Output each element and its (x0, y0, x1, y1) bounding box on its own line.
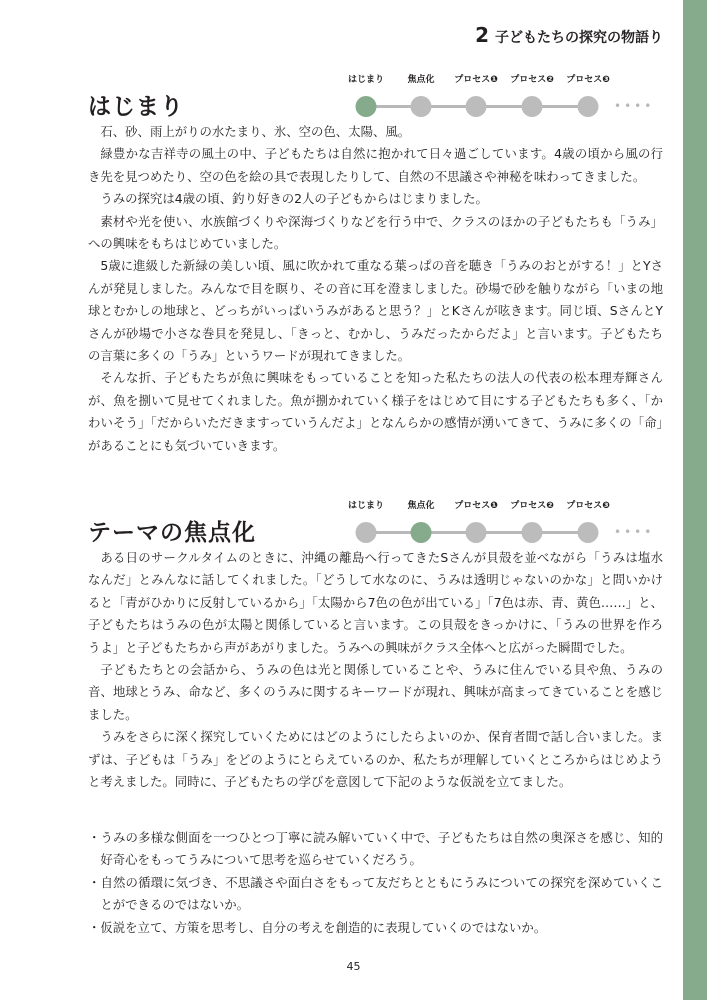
progress-dot-active (356, 96, 377, 117)
progress-more-dots: •••• (614, 99, 655, 113)
list-item: ・仮説を立て、方策を思考し、自分の考えを創造的に表現していくのではないか。 (88, 919, 547, 935)
paragraph: ある日のサークルタイムのときに、沖縄の離島へ行ってきたSさんが貝殻を並べながら「うみは塩水なんだ」とみんなに話してくれました。「どうして水なのに、うみは透明じゃないのかな」と問いかけると「青がひかりに反射しているから」「太陽から7色の色が出ている」「7色は赤、青、黄色……」と、子どもたちはうみの色が太陽と関係していると言います。この貝殻をきっかけに、「うみの世界を作ろうよ」と子どもたちから声があがりました。うみへの興味がクラス全体へと広がった瞬間でした。 (88, 550, 663, 655)
stage-label: プロセス❸ (566, 501, 610, 511)
progress-dot (466, 96, 487, 117)
stage-label: プロセス❶ (454, 501, 498, 511)
stage-label: プロセス❷ (510, 501, 554, 511)
progress-dot (411, 96, 432, 117)
progress-dot (466, 522, 487, 543)
stage-label: プロセス❸ (566, 75, 610, 85)
progress-dot (356, 522, 377, 543)
paragraph: そんな折、子どもたちが魚に興味をもっていることを知った私たちの法人の代表の松本理寿輝さんが、魚を捌いて見せてくれました。魚が捌かれていく様子をはじめて目にする子どもたちも多く、「かわいそう」「だからいただきますっていうんだよ」となんらかの感情が湧いてきて、うみに多くの「命」があることにも気づいていきます。 (88, 370, 663, 453)
chapter-title: 子どもたちの探究の物語り (495, 30, 663, 46)
paragraph: うみをさらに深く探究していくためにはどのようにしたらよいのか、保育者間で話し合いました。まずは、子どもは「うみ」をどのようにとらえているのか、私たちが理解していくところからはじめようと考えました。同時に、子どもたちの学びを意図して下記のような仮説を立てました。 (88, 729, 663, 790)
progress-dot (522, 96, 543, 117)
paragraph: 緑豊かな吉祥寺の風土の中、子どもたちは自然に抱かれて日々過ごしています。4歳の頃から風の行き先を見つめたり、空の色を絵の具で表現したりして、自然の不思議さや神秘を味わってきました。 (88, 146, 663, 184)
hypothesis-list (88, 827, 663, 939)
paragraph: 素材や光を使い、水族館づくりや深海づくりなどを行う中で、クラスのほかの子どもたちも「うみ」への興味をもちはじめていました。 (88, 213, 663, 252)
list-item: ・自然の循環に気づき、不思議さや面白さをもって友だちとともにうみについての探究を深めていくことができるのではないか。 (88, 874, 663, 913)
section-title-hajimari: はじまり (88, 94, 184, 120)
stage-label: 焦点化 (407, 501, 435, 511)
progress-dot-active (411, 522, 432, 543)
progress-dot (522, 522, 543, 543)
progress-dot (578, 522, 599, 543)
stage-label: プロセス❷ (510, 75, 554, 85)
stage-label: はじまり (347, 501, 385, 511)
section-body-hajimari (88, 121, 663, 457)
chapter-header (475, 23, 663, 47)
progress-dot (578, 96, 599, 117)
section-title-focus: テーマの焦点化 (88, 520, 256, 546)
page-number: 45 (346, 960, 361, 973)
side-color-bar (683, 0, 707, 1000)
paragraph: うみの探究は4歳の頃、釣り好きの2人の子どもからはじまりました。 (100, 191, 488, 207)
progress-more-dots: •••• (614, 525, 655, 539)
section-body-focus (88, 547, 663, 793)
paragraph: 石、砂、雨上がりの水たまり、氷、空の色、太陽、風。 (100, 124, 411, 139)
list-item: ・うみの多様な側面を一つひとつ丁寧に読み解いていく中で、子どもたちは自然の奥深さを感じ、知的好奇心をもってうみについて思考を巡らせていくだろう。 (88, 830, 663, 868)
paragraph: 5歳に進級した新緑の美しい頃、風に吹かれて重なる葉っぱの音を聴き「うみのおとがする！」とYさんが発見しました。みんなで目を瞑り、その音に耳を澄ましました。砂場で砂を触りながら「いまの地球とむかしの地球と、どっちがいっぱいうみがあると思う？」とKさんが呟きます。同じ頃、SさんとYさんが砂場で小さな巻貝を発見し、「きっと、むかし、うみだったからだよ」と言います。子どもたちの言葉に多くの「うみ」というワードが現れてきました。 (88, 258, 663, 364)
chapter-number: 2 (475, 23, 489, 47)
stage-label: 焦点化 (407, 75, 435, 85)
stage-label: プロセス❶ (454, 75, 498, 85)
stage-label: はじまり (347, 75, 385, 85)
paragraph: 子どもたちとの会話から、うみの色は光と関係していることや、うみに住んでいる貝や魚、うみの音、地球とうみ、命など、多くのうみに関するキーワードが現れ、興味が高まってきていることを感じました。 (88, 662, 663, 722)
